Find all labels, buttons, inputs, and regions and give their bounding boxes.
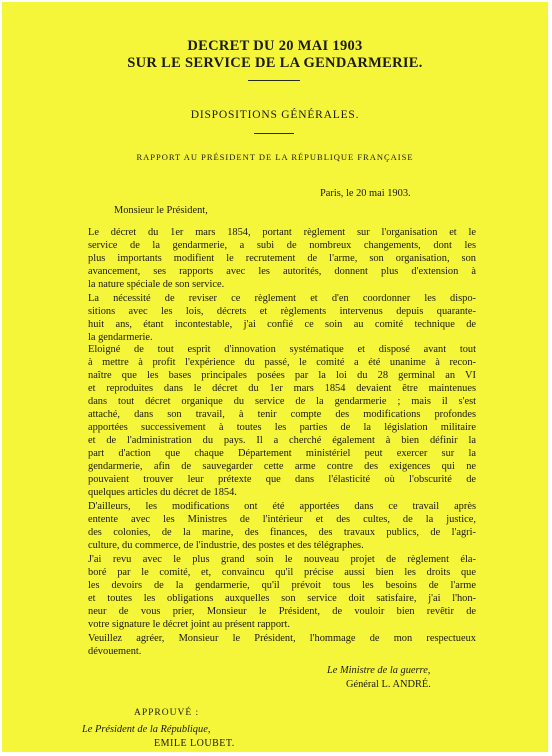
section-divider	[254, 133, 294, 134]
p5-line: votre signature le décret joint au présent rapport.	[88, 619, 290, 630]
p5-line: neur de vous prier, Monsieur le Président, de vouloir bien revêtir de	[88, 606, 476, 617]
p1-line: plus importants modifient le recrutement de l'arme, son organisation, son	[88, 253, 476, 264]
president-role: Le Président de la République,	[82, 724, 211, 735]
p3-line: apportées successivement à toutes les parties de la législation militaire	[88, 422, 476, 433]
signature-name: Général L. ANDRÉ.	[346, 679, 431, 690]
p5-line: boré par le comité, et, convaincu qu'il précise aussi bien les droits que	[88, 567, 476, 578]
p2-line: La nécessité de reviser ce règlement et d'en coordonner les dispo-	[88, 293, 476, 304]
p3-line: et reproduites dans le décret du 1er mars 1854 devaient être maintenues	[88, 383, 476, 394]
p3-line: part d'action que chaque Département ministériel peut exercer sur la	[88, 448, 476, 459]
p1-line: la nature spéciale de son service.	[88, 279, 225, 290]
rapport-title: RAPPORT AU PRÉSIDENT DE LA RÉPUBLIQUE FRANÇAISE	[136, 152, 414, 162]
signature-role: Le Ministre de la guerre,	[327, 665, 431, 676]
section-title: DISPOSITIONS GÉNÉRALES.	[190, 109, 360, 121]
decree-page	[2, 2, 548, 752]
salutation: Monsieur le Président,	[114, 205, 208, 216]
p2-line: huit ans, étant incontestable, j'ai confié ce soin au comité technique de	[88, 319, 476, 330]
p6-line: dévouement.	[88, 646, 142, 657]
president-name: EMILE LOUBET.	[154, 738, 235, 749]
p3-line: à mettre à profit l'expérience du passé, le comité a été unanime à recon-	[88, 357, 476, 368]
p3-line: naître que les bases principales posées par la loi du 28 germinal an VI	[88, 370, 476, 381]
p4-line: des colonies, de la marine, des finances, des travaux publics, de l'agri-	[88, 527, 476, 538]
p3-line: pouvaient trouver leur prétexte que dans l'élasticité où l'obscurité de	[88, 474, 476, 485]
p3-line: attaché, dans son travail, à tenir compte des modifications profondes	[88, 409, 476, 420]
p6-line: Veuillez agréer, Monsieur le Président, l'hommage de mon respectueux	[88, 633, 476, 644]
p2-line: la gendarmerie.	[88, 332, 153, 343]
document-title-line1: DECRET DU 20 MAI 1903	[187, 38, 363, 54]
p2-line: sitions avec les lois, décrets et règlements intervenus depuis quarante-	[88, 306, 476, 317]
p1-line: avancement, ses rapports avec les autorités, donnent plus d'extension à	[88, 266, 476, 277]
p4-line: culture, du commerce, de l'industrie, des postes et des télégraphes.	[88, 540, 364, 551]
date-line: Paris, le 20 mai 1903.	[320, 188, 411, 199]
title-divider	[248, 80, 300, 81]
p3-line: gendarmerie, afin de sauvegarder cette arme contre des exigences qui ne	[88, 461, 476, 472]
p3-line: Eloigné de tout esprit d'innovation systématique et disposé avant tout	[88, 344, 476, 355]
p5-line: J'ai revu avec le plus grand soin le nouveau projet de règlement éla-	[88, 554, 476, 565]
p5-line: les devoirs de la gendarmerie, qu'il prévoit tous les besoins de l'arme	[88, 580, 476, 591]
p3-line: dans tout décret organique du service de la gendarmerie ; mais il s'est	[88, 396, 476, 407]
p4-line: entente avec les Ministres de l'intérieur et des cultes, de la justice,	[88, 514, 476, 525]
document-title-line2: SUR LE SERVICE DE LA GENDARMERIE.	[127, 55, 423, 71]
p4-line: D'ailleurs, les modifications ont été apportées dans ce travail après	[88, 501, 476, 512]
approval-label: APPROUVÉ :	[134, 708, 200, 718]
p1-line: Le décret du 1er mars 1854, portant règlement sur l'organisation et le	[88, 227, 476, 238]
p3-line: et de l'administration du pays. Il a cherché également à bien définir la	[88, 435, 476, 446]
p5-line: et toutes les obligations auxquelles son service doit satisfaire, j'ai l'hon-	[88, 593, 476, 604]
p3-line: quelques articles du décret de 1854.	[88, 487, 237, 498]
p1-line: service de la gendarmerie, a subi de nombreux changements, dont les	[88, 240, 476, 251]
